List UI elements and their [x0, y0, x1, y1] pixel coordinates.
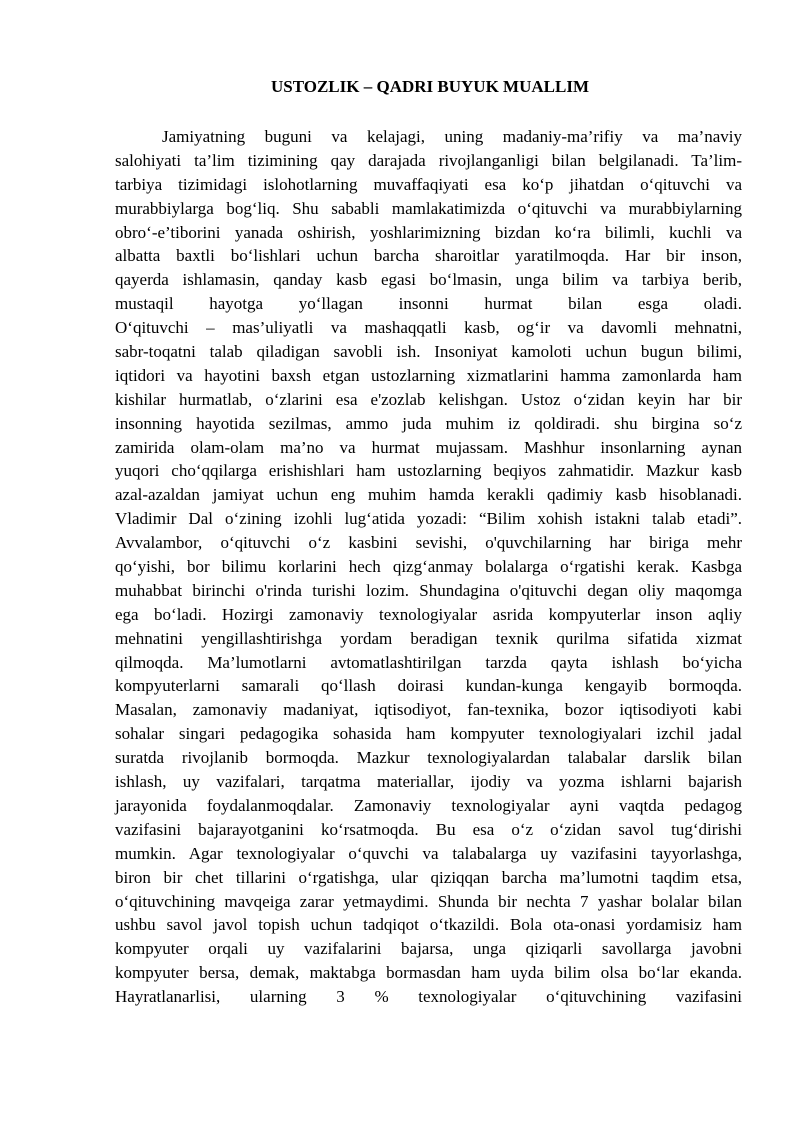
body-line: azal-azaldan jamiyat uchun eng muhim hamda kerakli qadimiy kasb hisoblanadi. — [115, 485, 742, 505]
body-line: mustaqil hayotga yo‘llagan insonni hurmat bilan esga oladi. — [115, 294, 742, 314]
body-line: qayerda ishlamasin, qanday kasb egasi bo‘lmasin, unga bilim va tarbiya berib, — [115, 270, 742, 290]
body-line: tarbiya tizimidagi islohotlarning muvaffaqiyati esa ko‘p jihatdan o‘qituvchi va — [115, 174, 742, 194]
body-line: sabr-toqatni talab qiladigan savobli ish. Insoniyat kamoloti uchun bugun bilimi, — [115, 342, 742, 362]
body-line: biron bir chet tillarini o‘rgatishga, ular qiziqqan barcha ma’lumotni taqdim etsa, — [115, 867, 742, 887]
body-line: zamirida olam-olam ma’no va hurmat mujassam. Mashhur insonlarning aynan — [115, 437, 742, 457]
body-line: mehnatini yengillashtirishga yordam beradigan texnik qurilma sifatida xizmat — [115, 628, 742, 648]
body-line: kishilar hurmatlab, o‘zlarini esa e'zozlab kelishgan. Ustoz o‘zidan keyin har bir — [115, 389, 742, 409]
document-title: USTOZLIK – QADRI BUYUK MUALLIM — [270, 77, 589, 96]
body-line: yuqori cho‘qqilarga erishishlari ham ustozlarning beqiyos zahmatidir. Mazkur kasb — [115, 461, 742, 481]
body-line: ishlash, uy vazifalari, tarqatma materiallar, ijodiy va yozma ishlarni bajarish — [115, 772, 742, 792]
body-line: sohalar singari pedagogika sohasida ham kompyuter texnologiyalari izchil jadal — [115, 724, 742, 744]
body-line: Masalan, zamonaviy madaniyat, iqtisodiyot, fan-texnika, bozor iqtisodiyoti kabi — [115, 700, 742, 720]
body-line: Vladimir Dal o‘zining izohli lug‘atida yozadi: “Bilim xohish istakni talab etadi”. — [115, 509, 742, 529]
body-line: o‘qituvchining mavqeiga zarar yetmaydimi. Shunda bir nechta 7 yashar bolalar bilan — [115, 891, 742, 911]
body-line: muhabbat birinchi o'rinda turishi lozim. Shundagina o'qituvchi degan oliy maqomga — [115, 580, 742, 600]
body-line: obro‘-e’tiborini yanada oshirish, yoshlarimizning bizdan ko‘ra bilimli, kuchli va — [115, 222, 742, 242]
body-line: kompyuterlarni samarali qo‘llash doirasi kundan-kunga kengayib bormoqda. — [115, 676, 742, 696]
body-line: Avvalambor, o‘qituvchi o‘z kasbini sevishi, o'quvchilarning har biriga mehr — [115, 533, 742, 553]
body-line: kompyuter orqali uy vazifalarini bajarsa, unga qiziqarli savollarga javobni — [115, 939, 742, 959]
body-line: jarayonida foydalanmoqdalar. Zamonaviy texnologiyalar ayni vaqtda pedagog — [115, 795, 742, 815]
document-body — [115, 125, 742, 1009]
body-line: insonning hayotida sezilmas, ammo juda muhim iz qoldiradi. shu birgina so‘z — [115, 413, 742, 433]
body-line: Jamiyatning buguni va kelajagi, uning madaniy-ma’rifiy va ma’naviy — [162, 127, 742, 146]
body-line: iqtidori va hayotini baxsh etgan ustozlarning xizmatlarini hamma zamonlarda ham — [115, 365, 742, 385]
body-line: mumkin. Agar texnologiyalar o‘quvchi va talabalarga uy vazifasini tayyorlashga, — [115, 843, 742, 863]
body-line: albatta baxtli bo‘lishlari uchun barcha sharoitlar yaratilmoqda. Har bir inson, — [115, 246, 742, 266]
body-line: qo‘yishi, bor bilimu korlarini hech qizg‘anmay bolalarga o‘rgatishi kerak. Kasbga — [115, 557, 742, 577]
body-line: ega bo‘ladi. Hozirgi zamonaviy texnologiyalar asrida kompyuterlar inson aqliy — [115, 604, 742, 624]
body-line: suratda rivojlanib bormoqda. Mazkur texnologiyalardan talabalar darslik bilan — [115, 748, 742, 768]
body-line: kompyuter bersa, demak, maktabga bormasdan ham uyda bilim olsa bo‘lar ekanda. — [115, 963, 742, 983]
body-line: qilmoqda. Ma’lumotlarni avtomatlashtirilgan tarzda qayta ishlash bo‘yicha — [115, 652, 742, 672]
body-line: vazifasini bajarayotganini ko‘rsatmoqda. Bu esa o‘z o‘zidan savol tug‘dirishi — [115, 819, 742, 839]
body-line: O‘qituvchi – mas’uliyatli va mashaqqatli kasb, og‘ir va davomli mehnatni, — [115, 318, 742, 338]
body-line: murabbiylarga bog‘liq. Shu sababli mamlakatimizda o‘qituvchi va murabbiylarning — [115, 198, 742, 218]
body-line: salohiyati ta’lim tizimining qay darajada rivojlanganligi bilan belgilanadi. Ta’lim- — [115, 150, 742, 170]
body-line: Hayratlanarlisi, ularning 3 % texnologiyalar o‘qituvchining vazifasini — [115, 987, 742, 1007]
body-line: ushbu savol javol topish uchun tadqiqot o‘tkazildi. Bola ota-onasi yordamisiz ham — [115, 915, 742, 935]
